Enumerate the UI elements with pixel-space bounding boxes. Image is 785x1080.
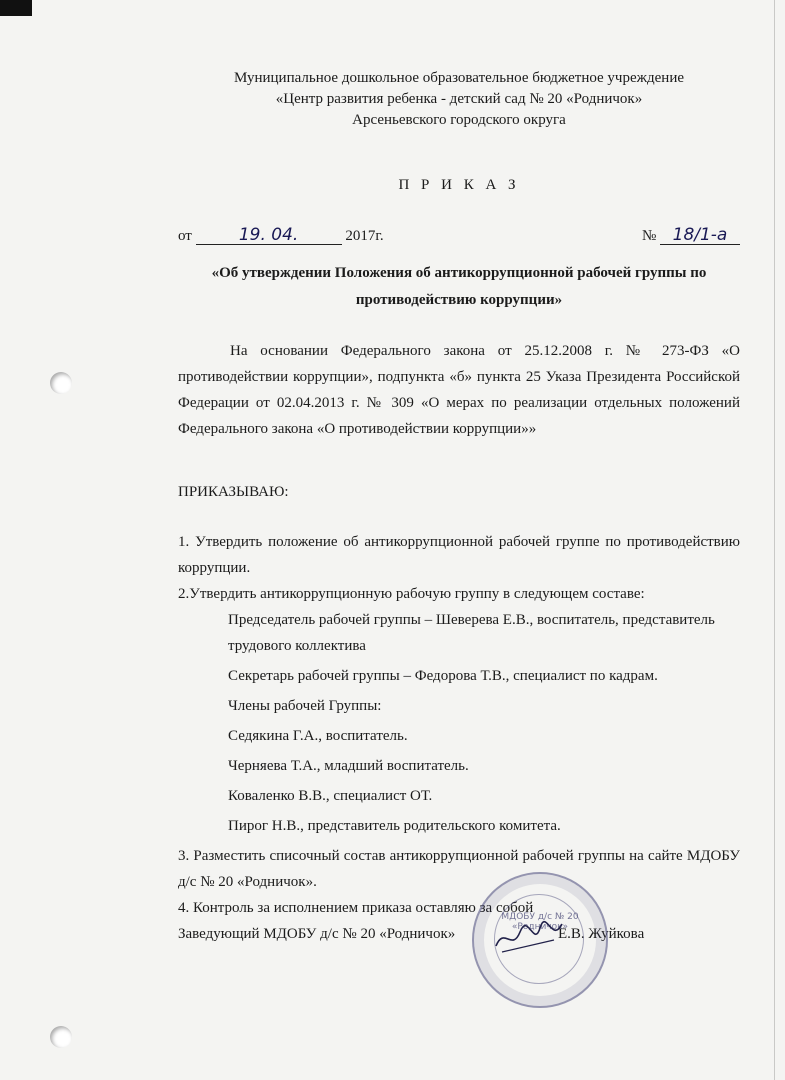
- number-block: [642, 226, 740, 247]
- date-number-line: [178, 226, 740, 252]
- subject-line2: противодействию коррупции»: [355, 292, 563, 308]
- chair-entry: Председатель рабочей группы – Шеверева Е.В., воспитатель, представитель трудового коллектива: [228, 612, 715, 654]
- signer-position: Заведующий МДОБУ д/с № 20 «Родничок»: [178, 926, 456, 942]
- handwritten-signature: [494, 918, 564, 958]
- punch-hole-bottom: [50, 1026, 72, 1048]
- date-block: [178, 226, 384, 247]
- org-name-line2: «Центр развития ребенка - детский сад № 20 «Родничок»: [275, 91, 643, 107]
- decree-word: ПРИКАЗЫВАЮ:: [178, 484, 289, 500]
- member-entry-2: Черняева Т.А., младший воспитатель.: [228, 758, 469, 774]
- order-item-3: 3. Разместить списочный состав антикоррупционной рабочей группы на сайте МДОБУ д/с № 20 «Родничок».: [178, 848, 740, 890]
- secretary-entry: Секретарь рабочей группы – Федорова Т.В., специалист по кадрам.: [228, 668, 658, 684]
- members-label: Члены рабочей Группы:: [228, 698, 382, 714]
- document-page: [178, 68, 740, 947]
- org-name-line1: Муниципальное дошкольное образовательное бюджетное учреждение: [234, 70, 684, 86]
- signer-name: Е.В. Жуйкова: [558, 926, 645, 942]
- order-item-2: 2.Утвердить антикоррупционную рабочую группу в следующем составе:: [178, 586, 645, 602]
- page-edge: [774, 0, 775, 1080]
- member-entry-3: Коваленко В.В., специалист ОТ.: [228, 788, 433, 804]
- member-entry-4: Пирог Н.В., представитель родительского комитета.: [228, 818, 561, 834]
- document-title: П Р И К А З: [398, 177, 520, 193]
- stamp-text: МДОБУ д/с № 20 «Родничок»: [501, 912, 579, 932]
- number-label: №: [641, 228, 657, 244]
- order-item-1: 1. Утвердить положение об антикоррупционной рабочей группе по противодействию коррупции.: [178, 534, 740, 576]
- subject-line1: «Об утверждении Положения об антикоррупционной рабочей группы по: [211, 265, 707, 281]
- order-item-4: 4. Контроль за исполнением приказа оставляю за собой: [178, 900, 534, 916]
- member-entry-1: Седякина Г.А., воспитатель.: [228, 728, 408, 744]
- handwritten-number: 18/1-а: [660, 226, 740, 245]
- org-name-line3: Арсеньевского городского округа: [352, 112, 566, 128]
- date-from-label: от: [178, 228, 192, 244]
- handwritten-date: 19. 04.: [196, 226, 342, 245]
- order-subject: [178, 260, 740, 314]
- date-year: 2017г.: [345, 228, 384, 244]
- legal-basis-paragraph: На основании Федерального закона от 25.12.2008 г. № 273-ФЗ «О противодействии коррупции», подпункта «б» пункта 25 Указа Президента Российской Федерации от 02.04.2013 г. № 309 «О мерах по реализации отдельных положений Федерального закона «О противодействии коррупции»»: [178, 343, 740, 437]
- signature-line: [178, 921, 740, 947]
- punch-hole-top: [50, 372, 72, 394]
- scan-corner-mark: [0, 0, 32, 16]
